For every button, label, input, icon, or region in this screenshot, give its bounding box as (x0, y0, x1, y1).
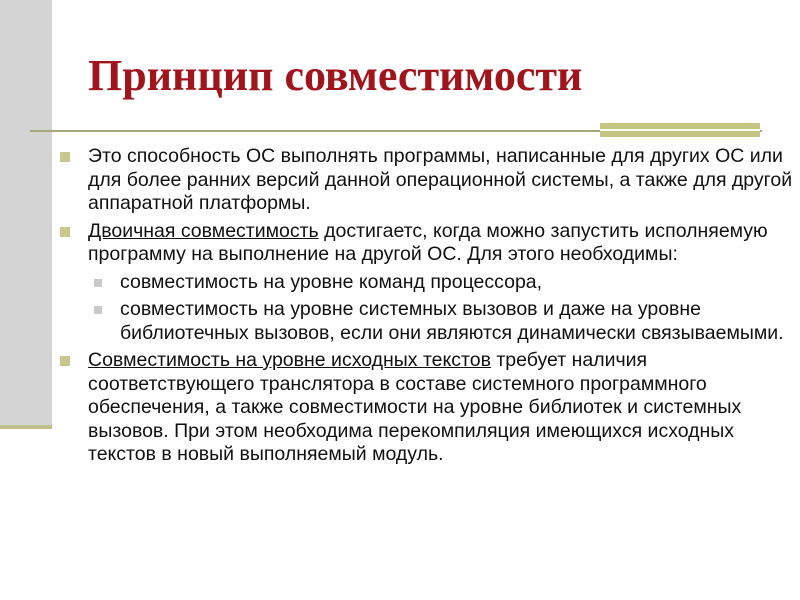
left-decor-accent (0, 425, 52, 429)
left-decor-bar (0, 0, 52, 425)
bullet-text: достигаетс, когда можно запустить исполняемую программу на выполнение на другой ОС. Для этого необходимы: (88, 219, 768, 265)
slide-content (58, 145, 798, 471)
bullet-text: требует наличия соответствующего транслятора в составе системного программного обеспечения, а также совместимости на уровне библиотек и системных вызовов. При этом необходима перекомпиляция имеющихся исходных текстов в новый выполняемый модуль. (88, 349, 742, 465)
bullet-item (58, 145, 798, 216)
square-bullet-icon (60, 152, 70, 162)
bullet-item (58, 349, 798, 467)
square-bullet-icon (60, 356, 70, 366)
square-bullet-icon (94, 306, 102, 314)
slide-title: Принцип совместимости (88, 51, 583, 100)
bullet-item (58, 220, 798, 267)
sub-bullet-text: совместимость на уровне системных вызовов и даже на уровне библиотечных вызовов, если они являются динамически связываемыми. (120, 298, 784, 344)
bullet-text: Это способность ОС выполнять программы, написанные для других ОС или для более ранних версий данной операционной системы, а также для другой аппаратной платформы. (88, 145, 793, 214)
sub-bullet-text: совместимость на уровне команд процессора, (120, 270, 543, 293)
sub-bullet-item (58, 271, 798, 295)
title-divider-accent (600, 123, 760, 137)
square-bullet-icon (60, 227, 70, 237)
term-binary-compatibility: Двоичная совместимость (88, 219, 319, 242)
square-bullet-icon (94, 279, 102, 287)
term-source-compatibility: Совместимость на уровне исходных текстов (88, 349, 491, 371)
sub-bullet-item (58, 298, 798, 345)
